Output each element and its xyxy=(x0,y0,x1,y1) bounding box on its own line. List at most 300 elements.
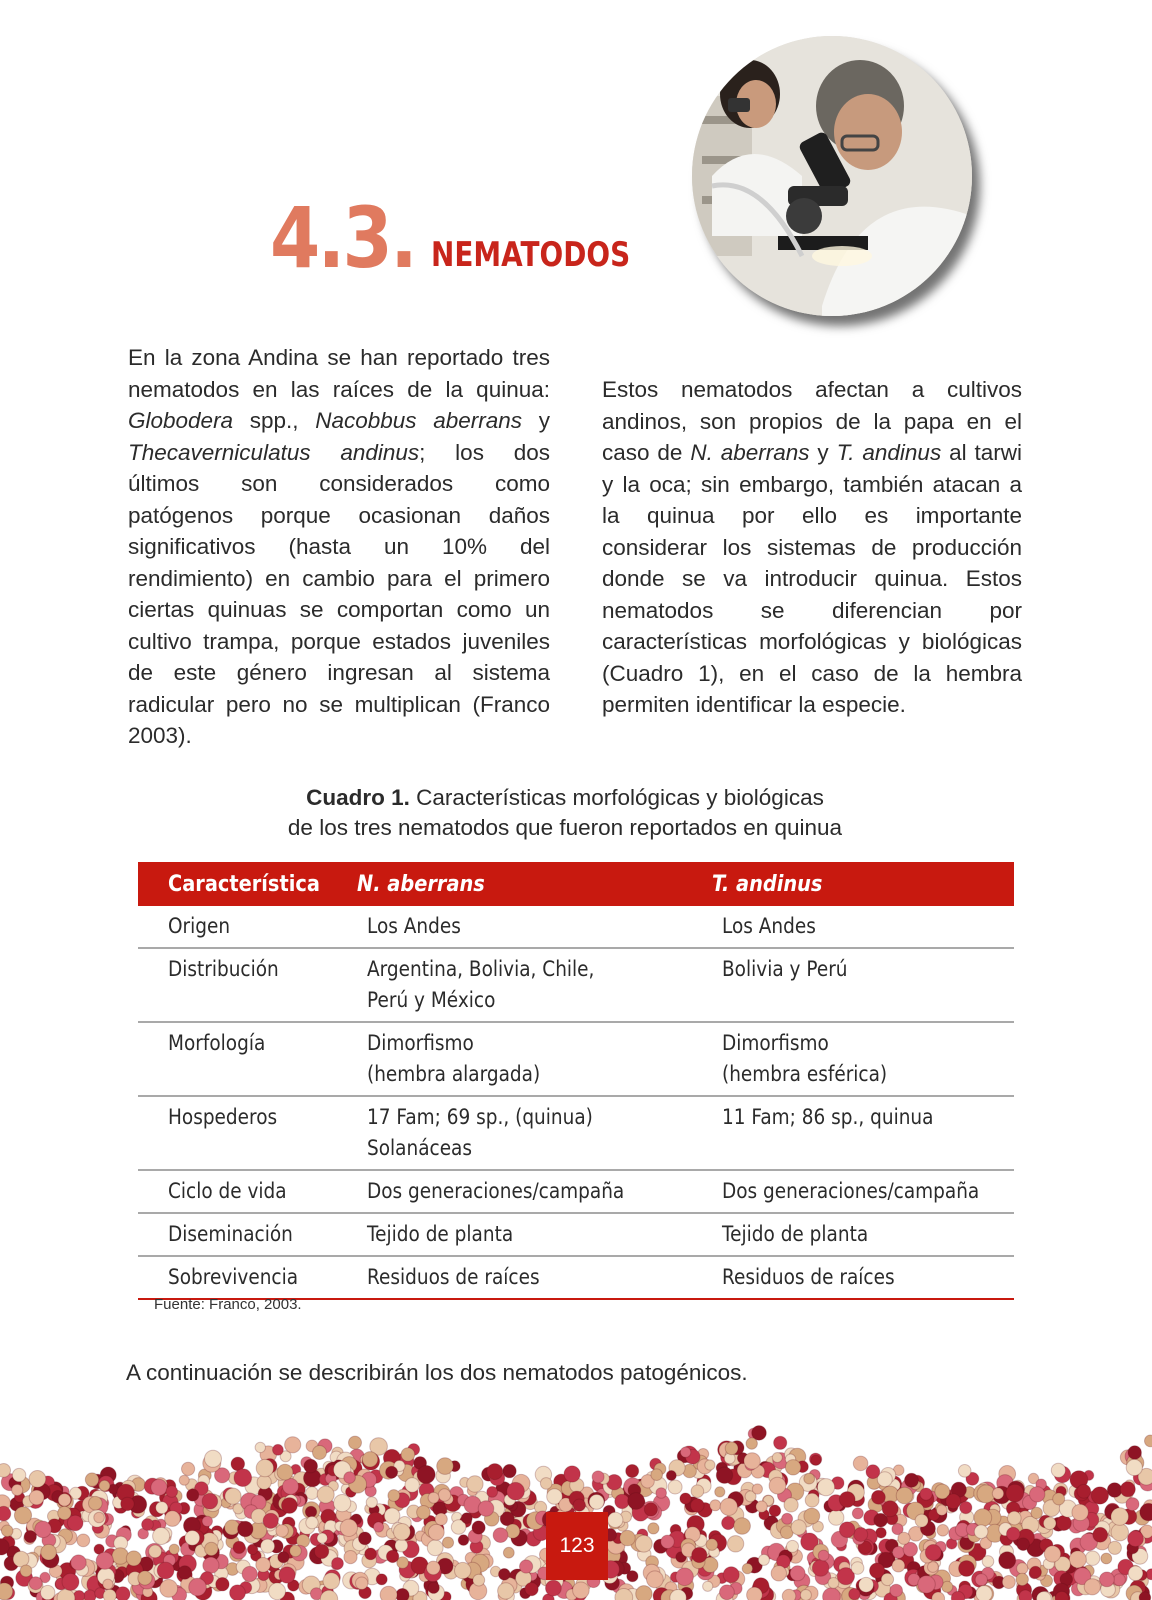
quinoa-seed xyxy=(317,1486,334,1503)
quinoa-seed xyxy=(620,1530,635,1545)
quinoa-seed xyxy=(256,1558,271,1573)
quinoa-seed xyxy=(29,1471,46,1488)
quinoa-seed xyxy=(852,1508,863,1519)
quinoa-seed xyxy=(1069,1551,1086,1568)
quinoa-seed xyxy=(169,1544,179,1554)
characteristic-cell: Diseminación xyxy=(138,1213,341,1256)
quinoa-seed xyxy=(507,1482,525,1500)
section-number: 4.3. xyxy=(270,189,416,287)
quinoa-seed xyxy=(467,1476,483,1492)
quinoa-seed xyxy=(853,1456,868,1471)
quinoa-seed xyxy=(473,1574,485,1586)
quinoa-seed xyxy=(1126,1459,1142,1475)
table-row xyxy=(138,948,1014,1022)
quinoa-seed xyxy=(203,1557,219,1573)
quinoa-seed xyxy=(608,1512,623,1527)
quinoa-seed xyxy=(1031,1507,1042,1518)
quinoa-seed xyxy=(974,1525,988,1539)
quinoa-seed xyxy=(951,1591,964,1600)
quinoa-seed xyxy=(233,1541,245,1553)
characteristic-cell: Hospederos xyxy=(138,1096,341,1170)
species-name: T. andinus xyxy=(836,440,942,465)
quinoa-seed xyxy=(277,1464,293,1480)
quinoa-seed xyxy=(1007,1527,1020,1540)
quinoa-seed xyxy=(317,1533,327,1543)
quinoa-seed xyxy=(958,1465,971,1478)
quinoa-seed xyxy=(99,1480,110,1491)
quinoa-seed xyxy=(77,1534,90,1547)
quinoa-seed xyxy=(216,1578,229,1591)
quinoa-seed xyxy=(818,1550,829,1561)
quinoa-seed xyxy=(839,1522,855,1538)
quinoa-seed xyxy=(1140,1503,1152,1520)
quinoa-seed xyxy=(14,1507,31,1524)
quinoa-seed xyxy=(898,1532,910,1544)
quinoa-seed xyxy=(461,1513,472,1524)
quinoa-seed xyxy=(283,1478,299,1494)
quinoa-seed xyxy=(1111,1508,1129,1526)
quinoa-seed xyxy=(359,1532,372,1545)
species-name: Nacobbus aberrans xyxy=(315,408,523,433)
quinoa-seed xyxy=(626,1465,639,1478)
quinoa-seed xyxy=(1016,1573,1028,1585)
quinoa-seed xyxy=(874,1513,888,1527)
quinoa-seed xyxy=(71,1555,86,1570)
quinoa-seed xyxy=(84,1590,96,1600)
quinoa-seed xyxy=(1145,1435,1152,1447)
quinoa-seed xyxy=(157,1562,174,1579)
text-run: Estos nematodos afectan a cultivos andinos, son propios de la papa en el caso de xyxy=(602,377,1022,465)
quinoa-seed xyxy=(285,1437,301,1453)
quinoa-seed xyxy=(772,1453,782,1463)
quinoa-seed xyxy=(668,1480,682,1494)
quinoa-seed xyxy=(242,1566,257,1581)
quinoa-seed xyxy=(12,1468,25,1481)
quinoa-seed xyxy=(373,1522,383,1532)
page-number: 123 xyxy=(546,1512,608,1580)
quinoa-seed xyxy=(975,1574,987,1586)
quinoa-seed xyxy=(103,1589,116,1600)
quinoa-seed xyxy=(520,1560,533,1573)
quinoa-seed xyxy=(800,1590,811,1600)
quinoa-seed xyxy=(782,1513,793,1524)
quinoa-seed xyxy=(24,1531,36,1543)
caption-line-1: Características morfológicas y biológicas xyxy=(409,785,824,810)
quinoa-seed xyxy=(85,1473,98,1486)
quinoa-seed xyxy=(691,1499,705,1513)
quinoa-seed xyxy=(720,1585,735,1600)
quinoa-seed xyxy=(564,1466,580,1482)
quinoa-seed xyxy=(282,1498,298,1514)
quinoa-seed xyxy=(1091,1487,1108,1504)
n-aberrans-cell: Dimorfismo (hembra alargada) xyxy=(341,1022,696,1096)
quinoa-seed xyxy=(804,1508,820,1524)
quinoa-seed xyxy=(666,1471,676,1481)
quinoa-seed xyxy=(396,1589,409,1600)
quinoa-seed xyxy=(306,1516,318,1528)
quinoa-seed xyxy=(238,1521,253,1536)
quinoa-seed xyxy=(703,1581,713,1591)
quinoa-seed xyxy=(1030,1487,1045,1502)
quinoa-seed xyxy=(185,1531,200,1546)
t-andinus-cell: Los Andes xyxy=(696,906,1014,948)
quinoa-seed xyxy=(41,1544,57,1560)
quinoa-seed xyxy=(525,1583,538,1596)
quinoa-seed xyxy=(784,1498,798,1512)
quinoa-seed xyxy=(230,1585,246,1600)
quinoa-seed xyxy=(255,1442,265,1452)
quinoa-seed xyxy=(29,1490,44,1505)
quinoa-seed xyxy=(121,1497,134,1510)
quinoa-seed xyxy=(1017,1563,1028,1574)
quinoa-seed xyxy=(1072,1504,1088,1520)
characteristic-cell: Origen xyxy=(138,906,341,948)
quinoa-seed xyxy=(142,1519,154,1531)
quinoa-seed xyxy=(925,1545,941,1561)
quinoa-seed xyxy=(692,1547,707,1562)
characteristic-cell: Sobrevivencia xyxy=(138,1256,341,1299)
quinoa-seed xyxy=(804,1473,815,1484)
quinoa-seed xyxy=(706,1539,718,1551)
t-andinus-cell: Tejido de planta xyxy=(696,1213,1014,1256)
quinoa-seed xyxy=(151,1479,167,1495)
quinoa-seed xyxy=(1128,1446,1141,1459)
quinoa-seed xyxy=(182,1462,195,1475)
quinoa-seed xyxy=(1111,1524,1128,1541)
quinoa-seed xyxy=(756,1501,767,1512)
quinoa-seed xyxy=(746,1438,757,1449)
quinoa-seed xyxy=(1017,1538,1030,1551)
quinoa-seed xyxy=(647,1571,664,1588)
text-run: y xyxy=(809,440,837,465)
quinoa-seed xyxy=(334,1495,351,1512)
quinoa-seed xyxy=(744,1453,760,1469)
quinoa-seed xyxy=(225,1488,241,1504)
quinoa-seed xyxy=(344,1472,356,1484)
quinoa-seed xyxy=(720,1498,737,1515)
quinoa-seed xyxy=(273,1444,284,1455)
quinoa-seed xyxy=(774,1436,787,1449)
quinoa-seed xyxy=(937,1505,948,1516)
species-name: Globodera xyxy=(128,408,234,433)
quinoa-seed xyxy=(126,1551,141,1566)
quinoa-seed xyxy=(472,1521,485,1534)
quinoa-seed xyxy=(817,1479,834,1496)
right-paragraph xyxy=(602,374,1022,721)
quinoa-seed xyxy=(313,1446,327,1460)
header-characteristic: Característica xyxy=(138,862,341,906)
quinoa-seed xyxy=(758,1554,769,1565)
quinoa-seed xyxy=(263,1513,278,1528)
quinoa-seed xyxy=(769,1477,786,1494)
quinoa-seed xyxy=(12,1484,23,1495)
quinoa-seed xyxy=(881,1573,893,1585)
quinoa-seed xyxy=(680,1447,690,1457)
header-n-aberrans: N. aberrans xyxy=(341,862,696,906)
quinoa-seed xyxy=(573,1582,590,1599)
quinoa-seed xyxy=(166,1486,178,1498)
quinoa-seed xyxy=(636,1586,652,1600)
quinoa-seed xyxy=(982,1556,994,1568)
quinoa-seed xyxy=(96,1552,113,1569)
table-row xyxy=(138,1213,1014,1256)
quinoa-seed xyxy=(866,1465,880,1479)
quinoa-seed xyxy=(771,1566,786,1581)
quinoa-seed xyxy=(905,1473,919,1487)
quinoa-seed xyxy=(811,1455,821,1465)
quinoa-seed xyxy=(0,1583,13,1600)
quinoa-seed xyxy=(62,1573,79,1590)
quinoa-seed xyxy=(427,1540,443,1556)
quinoa-seed xyxy=(153,1528,170,1545)
quinoa-seed xyxy=(974,1509,992,1527)
characteristic-cell: Ciclo de vida xyxy=(138,1170,341,1213)
quinoa-seed xyxy=(1002,1576,1015,1589)
quinoa-seed xyxy=(156,1502,168,1514)
quinoa-seed xyxy=(648,1523,659,1534)
quinoa-seed xyxy=(112,1548,129,1565)
n-aberrans-cell: Tejido de planta xyxy=(341,1213,696,1256)
quinoa-seed xyxy=(58,1506,71,1519)
quinoa-seed xyxy=(992,1488,1003,1499)
quinoa-seed xyxy=(405,1478,419,1492)
quinoa-seed xyxy=(828,1578,839,1589)
quinoa-seed xyxy=(290,1545,302,1557)
quinoa-seed xyxy=(716,1467,732,1483)
quinoa-seed xyxy=(859,1577,874,1592)
t-andinus-cell: Residuos de raíces xyxy=(696,1256,1014,1299)
quinoa-seed xyxy=(35,1521,52,1538)
quinoa-seed xyxy=(791,1520,806,1535)
quinoa-seed xyxy=(0,1464,11,1478)
caption-label: Cuadro 1. xyxy=(306,785,410,810)
lab-microscope-photo xyxy=(692,36,972,316)
n-aberrans-cell: 17 Fam; 69 sp., (quinua) Solanáceas xyxy=(341,1096,696,1170)
quinoa-seed xyxy=(269,1583,286,1600)
t-andinus-cell: Bolivia y Perú xyxy=(696,948,1014,1022)
quinoa-seed xyxy=(428,1524,444,1540)
quinoa-seed xyxy=(94,1512,105,1523)
quinoa-seed xyxy=(932,1592,945,1600)
quinoa-seed xyxy=(498,1583,514,1599)
quinoa-seed xyxy=(205,1450,222,1467)
quinoa-seed xyxy=(727,1536,743,1552)
quinoa-seed xyxy=(710,1500,721,1511)
header-t-andinus: T. andinus xyxy=(696,862,1014,906)
quinoa-seed xyxy=(661,1535,674,1548)
quinoa-seed xyxy=(394,1524,411,1541)
quinoa-seed xyxy=(896,1487,913,1504)
quinoa-seed xyxy=(1108,1541,1121,1554)
quinoa-seed xyxy=(304,1459,318,1473)
quinoa-seed xyxy=(1120,1482,1135,1497)
quinoa-seed xyxy=(165,1511,181,1527)
quinoa-seed xyxy=(29,1577,42,1590)
quinoa-seed xyxy=(999,1552,1016,1569)
quinoa-seed xyxy=(946,1494,961,1509)
quinoa-seed xyxy=(918,1576,936,1594)
source-note: Fuente: Franco, 2003. xyxy=(154,1296,302,1313)
quinoa-seed xyxy=(340,1519,357,1536)
quinoa-seed xyxy=(1056,1516,1071,1531)
t-andinus-cell: Dos generaciones/campaña xyxy=(696,1170,1014,1213)
quinoa-seed xyxy=(890,1584,903,1597)
quinoa-seed xyxy=(787,1540,799,1552)
quinoa-seed xyxy=(116,1587,130,1600)
quinoa-seed xyxy=(805,1493,819,1507)
quinoa-seed xyxy=(455,1562,471,1578)
quinoa-seed xyxy=(160,1580,178,1598)
quinoa-seed xyxy=(872,1490,886,1504)
quinoa-seed xyxy=(487,1487,498,1498)
quinoa-seed xyxy=(384,1508,400,1524)
lab-photo-illustration xyxy=(692,36,972,316)
quinoa-seed xyxy=(742,1563,752,1573)
quinoa-seed xyxy=(1053,1493,1065,1505)
quinoa-seed xyxy=(747,1587,763,1600)
quinoa-seed xyxy=(427,1561,441,1575)
quinoa-seed xyxy=(276,1525,288,1537)
quinoa-seed xyxy=(428,1582,439,1593)
quinoa-seed xyxy=(401,1448,415,1462)
quinoa-seed xyxy=(785,1460,800,1475)
quinoa-seed xyxy=(149,1545,162,1558)
table-header-row xyxy=(138,862,1014,906)
quinoa-seed xyxy=(734,1518,751,1535)
quinoa-seed xyxy=(493,1528,508,1543)
quinoa-seed xyxy=(261,1539,275,1553)
t-andinus-cell: Dimorfismo (hembra esférica) xyxy=(696,1022,1014,1096)
quinoa-seed xyxy=(1055,1591,1068,1600)
quinoa-seed xyxy=(202,1516,212,1526)
quinoa-seed xyxy=(41,1585,55,1599)
quinoa-seed xyxy=(58,1494,71,1507)
quinoa-seed xyxy=(920,1488,932,1500)
quinoa-seed xyxy=(960,1502,972,1514)
quinoa-seed xyxy=(376,1574,387,1585)
table-row xyxy=(138,1170,1014,1213)
quinoa-seed xyxy=(437,1458,454,1475)
quinoa-seed xyxy=(386,1466,398,1478)
quinoa-seed xyxy=(365,1548,377,1560)
quinoa-seed xyxy=(725,1442,738,1455)
n-aberrans-cell: Los Andes xyxy=(341,906,696,948)
quinoa-seed xyxy=(722,1516,735,1529)
quinoa-seed xyxy=(189,1578,207,1596)
quinoa-seed xyxy=(628,1493,645,1510)
quinoa-seed xyxy=(615,1494,629,1508)
quinoa-seed xyxy=(540,1478,552,1490)
quinoa-seed xyxy=(976,1586,992,1600)
quinoa-seed xyxy=(205,1542,218,1555)
characteristic-cell: Morfología xyxy=(138,1022,341,1096)
quinoa-seed xyxy=(89,1496,103,1510)
closing-sentence: A continuación se describirán los dos nematodos patogénicos. xyxy=(126,1360,748,1385)
quinoa-seed xyxy=(349,1436,362,1449)
table-caption xyxy=(0,783,1130,843)
quinoa-seed xyxy=(20,1565,32,1577)
section-title: NEMATODOS xyxy=(430,235,630,275)
quinoa-seed xyxy=(676,1568,694,1586)
quinoa-seed xyxy=(499,1569,511,1581)
t-andinus-cell: 11 Fam; 86 sp., quinua xyxy=(696,1096,1014,1170)
quinoa-seed xyxy=(592,1471,604,1483)
quinoa-seed xyxy=(769,1505,781,1517)
quinoa-seed xyxy=(627,1571,638,1582)
quinoa-seed xyxy=(1139,1592,1151,1600)
quinoa-seed xyxy=(680,1493,691,1504)
text-run: spp., xyxy=(233,408,316,433)
quinoa-seed xyxy=(1084,1579,1100,1595)
quinoa-seed xyxy=(1085,1551,1099,1565)
quinoa-seed xyxy=(635,1535,652,1552)
quinoa-seed xyxy=(851,1562,864,1575)
quinoa-seed xyxy=(202,1493,218,1509)
left-paragraph xyxy=(128,342,550,752)
quinoa-seed xyxy=(1077,1484,1091,1498)
characteristics-table xyxy=(138,862,1014,1300)
quinoa-seed xyxy=(915,1514,928,1527)
quinoa-seed xyxy=(435,1513,447,1525)
quinoa-seed xyxy=(380,1586,397,1600)
species-name: Thecaverniculatus andinus xyxy=(128,439,420,465)
quinoa-seed xyxy=(790,1566,805,1581)
quinoa-seed xyxy=(438,1489,450,1501)
table-row xyxy=(138,1022,1014,1096)
quinoa-seed xyxy=(478,1501,494,1517)
quinoa-seed xyxy=(959,1561,975,1577)
quinoa-seed xyxy=(395,1539,408,1552)
quinoa-seed xyxy=(782,1589,796,1600)
quinoa-seed xyxy=(644,1503,657,1516)
quinoa-seed xyxy=(691,1485,704,1498)
section-heading xyxy=(270,160,674,287)
text-run: y xyxy=(522,408,550,433)
quinoa-seed xyxy=(1,1525,13,1537)
text-run: En la zona Andina se han reportado tres nematodos en las raíces de la quinua: xyxy=(128,345,550,402)
quinoa-seed xyxy=(323,1573,340,1590)
n-aberrans-cell: Argentina, Bolivia, Chile, Perú y México xyxy=(341,948,696,1022)
quinoa-seed xyxy=(854,1528,868,1542)
quinoa-seed xyxy=(428,1492,439,1503)
quinoa-seed xyxy=(723,1567,739,1583)
quinoa-seed xyxy=(305,1506,316,1517)
quinoa-seed xyxy=(1126,1498,1139,1511)
quinoa-seed xyxy=(503,1547,514,1558)
table-row xyxy=(138,1096,1014,1170)
quinoa-seed xyxy=(1128,1531,1144,1547)
characteristic-cell: Distribución xyxy=(138,948,341,1022)
quinoa-seed xyxy=(752,1484,762,1494)
table-row xyxy=(138,1256,1014,1299)
quinoa-seed xyxy=(1019,1590,1032,1600)
quinoa-seed xyxy=(1006,1484,1024,1502)
quinoa-seed xyxy=(356,1577,368,1589)
quinoa-seed xyxy=(829,1510,844,1525)
quinoa-seed xyxy=(705,1460,715,1470)
quinoa-seed xyxy=(589,1495,604,1510)
quinoa-seed xyxy=(1093,1527,1108,1542)
quinoa-seed xyxy=(234,1469,252,1487)
quinoa-seed xyxy=(362,1452,377,1467)
quinoa-seed xyxy=(1113,1574,1125,1586)
quinoa-seed xyxy=(1043,1517,1056,1530)
quinoa-seed xyxy=(656,1488,667,1499)
quinoa-seed xyxy=(1128,1566,1143,1581)
quinoa-seed xyxy=(1044,1546,1060,1562)
quinoa-seed xyxy=(458,1535,469,1546)
quinoa-seed xyxy=(849,1588,860,1599)
